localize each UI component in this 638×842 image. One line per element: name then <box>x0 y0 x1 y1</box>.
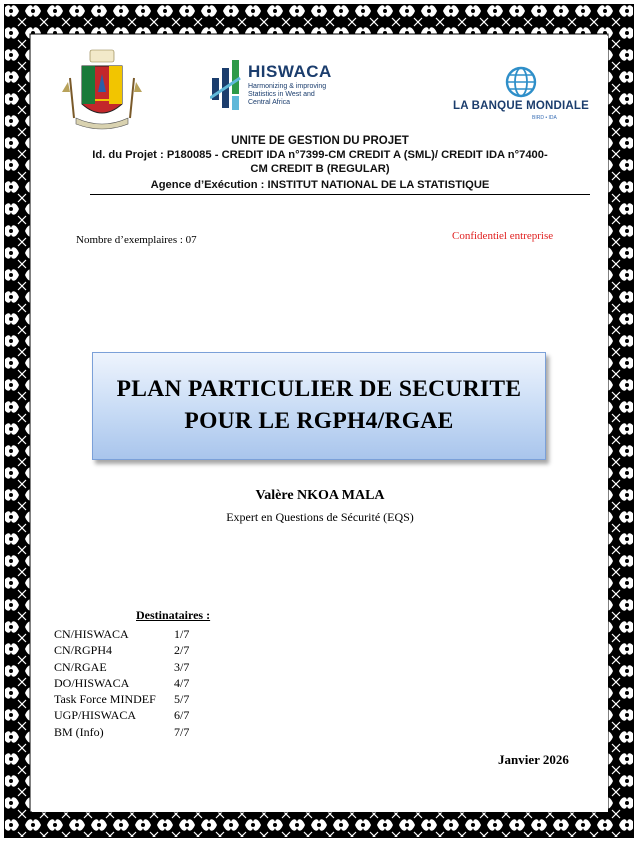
execution-agency <box>32 178 608 192</box>
recipient-copy: 3/7 <box>174 659 190 674</box>
header-divider <box>90 194 590 195</box>
recipient-copy: 1/7 <box>174 627 190 641</box>
hiswaca-name: HISWACA <box>248 62 332 81</box>
world-bank-globe-icon <box>504 66 538 98</box>
hiswaca-tagline-2: Statistics in West and <box>248 91 315 98</box>
project-id-line-1: Id. du Projet : P180085 - CREDIT IDA n°7399-CM CREDIT A (SML)/ CREDIT IDA n°7400- <box>92 149 548 161</box>
cameroon-coat-of-arms-icon <box>62 48 142 130</box>
world-bank-sub: BIRD • IDA <box>532 115 557 121</box>
recipient-copy: 7/7 <box>174 724 190 739</box>
document-date: Janvier 2026 <box>498 752 569 767</box>
recipients-list <box>54 626 214 740</box>
recipient-name: DO/HISWACA <box>54 675 130 690</box>
recipient-copy: 5/7 <box>174 692 190 707</box>
hiswaca-logo <box>210 54 390 122</box>
hiswaca-tagline-3: Central Africa <box>248 99 291 106</box>
copies-count: Nombre d’exemplaires : 07 <box>76 234 197 246</box>
world-bank-name: LA BANQUE MONDIALE <box>452 100 590 112</box>
hiswaca-tagline <box>248 83 358 107</box>
hiswaca-mark-icon <box>210 58 246 114</box>
project-header <box>32 134 608 192</box>
recipient-name: CN/RGAE <box>54 659 107 674</box>
document-title-box <box>92 352 546 460</box>
recipient-row <box>54 626 214 642</box>
execution-agency-label: Agence d’Exécution : <box>150 179 265 191</box>
recipient-name: CN/HISWACA <box>54 627 129 641</box>
recipient-name: BM (Info) <box>54 724 104 739</box>
document-title-line-1: PLAN PARTICULIER DE SECURITE <box>116 376 522 402</box>
author-role: Expert en Questions de Sécurité (EQS) <box>226 510 414 524</box>
confidential-label: Confidentiel entreprise <box>452 230 554 242</box>
recipient-copy: 2/7 <box>174 643 190 658</box>
project-unit: UNITE DE GESTION DU PROJET <box>231 135 409 147</box>
recipient-name: Task Force MINDEF <box>54 692 156 707</box>
recipient-row <box>54 724 214 740</box>
page-content <box>32 36 608 812</box>
recipient-name: UGP/HISWACA <box>54 708 137 723</box>
execution-agency-value: INSTITUT NATIONAL DE LA STATISTIQUE <box>267 179 490 191</box>
recipient-row <box>54 642 214 658</box>
recipients-title: Destinataires : <box>136 608 211 622</box>
recipient-row <box>54 675 214 691</box>
recipient-copy: 6/7 <box>174 708 190 723</box>
recipient-row <box>54 659 214 675</box>
recipient-row <box>54 707 214 723</box>
world-bank-logo <box>434 66 608 126</box>
document-title-line-2: POUR LE RGPH4/RGAE <box>184 408 454 434</box>
recipient-copy: 4/7 <box>174 675 190 690</box>
recipient-row <box>54 691 214 707</box>
project-id-line-2: CM CREDIT B (REGULAR) <box>250 163 390 175</box>
hiswaca-tagline-1: Harmonizing & improving <box>248 83 327 90</box>
author-name: Valère NKOA MALA <box>255 488 385 503</box>
recipient-name: CN/RGPH4 <box>54 643 113 658</box>
